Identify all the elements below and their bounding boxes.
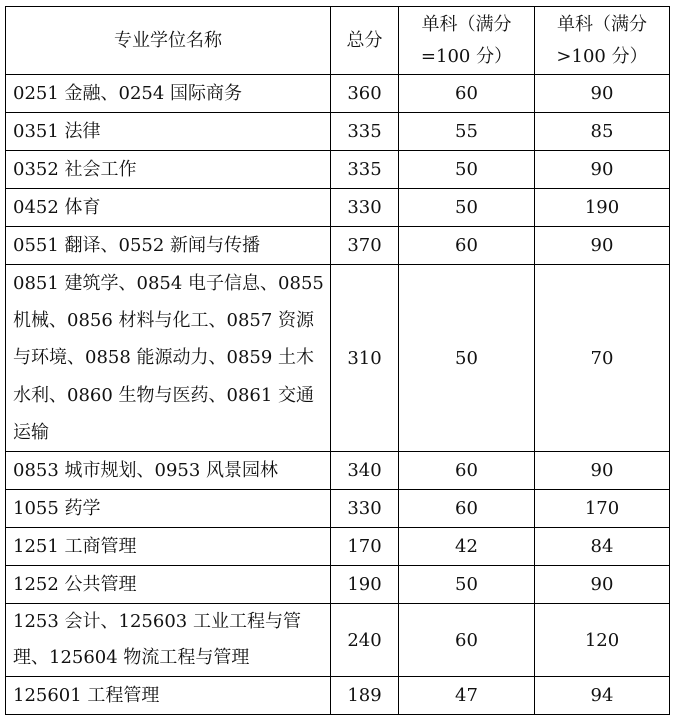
single-score-eq100: 60 bbox=[399, 490, 535, 528]
total-score: 310 bbox=[331, 265, 399, 452]
table-row bbox=[6, 113, 670, 151]
single-score-eq100: 47 bbox=[399, 677, 535, 715]
table-row bbox=[6, 189, 670, 227]
table-row bbox=[6, 151, 670, 189]
table-row bbox=[6, 452, 670, 490]
header-total: 总分 bbox=[331, 7, 399, 75]
degree-name: 1055 药学 bbox=[6, 490, 331, 528]
header-row bbox=[6, 7, 670, 75]
single-score-eq100: 50 bbox=[399, 566, 535, 604]
table-row bbox=[6, 528, 670, 566]
single-score-gt100: 170 bbox=[535, 490, 670, 528]
total-score: 360 bbox=[331, 75, 399, 113]
total-score: 340 bbox=[331, 452, 399, 490]
single-score-eq100: 60 bbox=[399, 452, 535, 490]
total-score: 190 bbox=[331, 566, 399, 604]
table-row bbox=[6, 75, 670, 113]
single-score-gt100: 70 bbox=[535, 265, 670, 452]
single-score-gt100: 85 bbox=[535, 113, 670, 151]
single-score-gt100: 90 bbox=[535, 75, 670, 113]
total-score: 170 bbox=[331, 528, 399, 566]
degree-name: 1251 工商管理 bbox=[6, 528, 331, 566]
total-score: 335 bbox=[331, 113, 399, 151]
degree-name: 0452 体育 bbox=[6, 189, 331, 227]
degree-name: 0853 城市规划、0953 风景园林 bbox=[6, 452, 331, 490]
single-score-eq100: 60 bbox=[399, 227, 535, 265]
total-score: 330 bbox=[331, 189, 399, 227]
total-score: 240 bbox=[331, 604, 399, 677]
table-row bbox=[6, 265, 670, 452]
degree-name: 1252 公共管理 bbox=[6, 566, 331, 604]
table-row bbox=[6, 604, 670, 677]
single-score-gt100: 190 bbox=[535, 189, 670, 227]
single-score-gt100: 94 bbox=[535, 677, 670, 715]
header-single-gt100: 单科（满分>100 分） bbox=[535, 7, 670, 75]
total-score: 370 bbox=[331, 227, 399, 265]
header-name: 专业学位名称 bbox=[6, 7, 331, 75]
total-score: 330 bbox=[331, 490, 399, 528]
score-table bbox=[5, 6, 670, 715]
degree-name: 0251 金融、0254 国际商务 bbox=[6, 75, 331, 113]
single-score-eq100: 50 bbox=[399, 151, 535, 189]
header-single-eq100: 单科（满分=100 分） bbox=[399, 7, 535, 75]
single-score-gt100: 84 bbox=[535, 528, 670, 566]
table-row bbox=[6, 677, 670, 715]
table-row bbox=[6, 227, 670, 265]
degree-name: 0351 法律 bbox=[6, 113, 331, 151]
degree-name: 125601 工程管理 bbox=[6, 677, 331, 715]
single-score-eq100: 50 bbox=[399, 265, 535, 452]
single-score-gt100: 90 bbox=[535, 227, 670, 265]
single-score-eq100: 60 bbox=[399, 604, 535, 677]
single-score-gt100: 120 bbox=[535, 604, 670, 677]
degree-name: 0851 建筑学、0854 电子信息、0855 机械、0856 材料与化工、0857 资源与环境、0858 能源动力、0859 土木水利、0860 生物与医药、0861 交通运输 bbox=[6, 265, 331, 452]
single-score-gt100: 90 bbox=[535, 566, 670, 604]
single-score-gt100: 90 bbox=[535, 151, 670, 189]
single-score-eq100: 42 bbox=[399, 528, 535, 566]
degree-name: 0352 社会工作 bbox=[6, 151, 331, 189]
degree-name: 0551 翻译、0552 新闻与传播 bbox=[6, 227, 331, 265]
total-score: 189 bbox=[331, 677, 399, 715]
single-score-gt100: 90 bbox=[535, 452, 670, 490]
single-score-eq100: 50 bbox=[399, 189, 535, 227]
degree-name: 1253 会计、125603 工业工程与管理、125604 物流工程与管理 bbox=[6, 604, 331, 677]
single-score-eq100: 60 bbox=[399, 75, 535, 113]
single-score-eq100: 55 bbox=[399, 113, 535, 151]
total-score: 335 bbox=[331, 151, 399, 189]
table-row bbox=[6, 566, 670, 604]
table-row bbox=[6, 490, 670, 528]
